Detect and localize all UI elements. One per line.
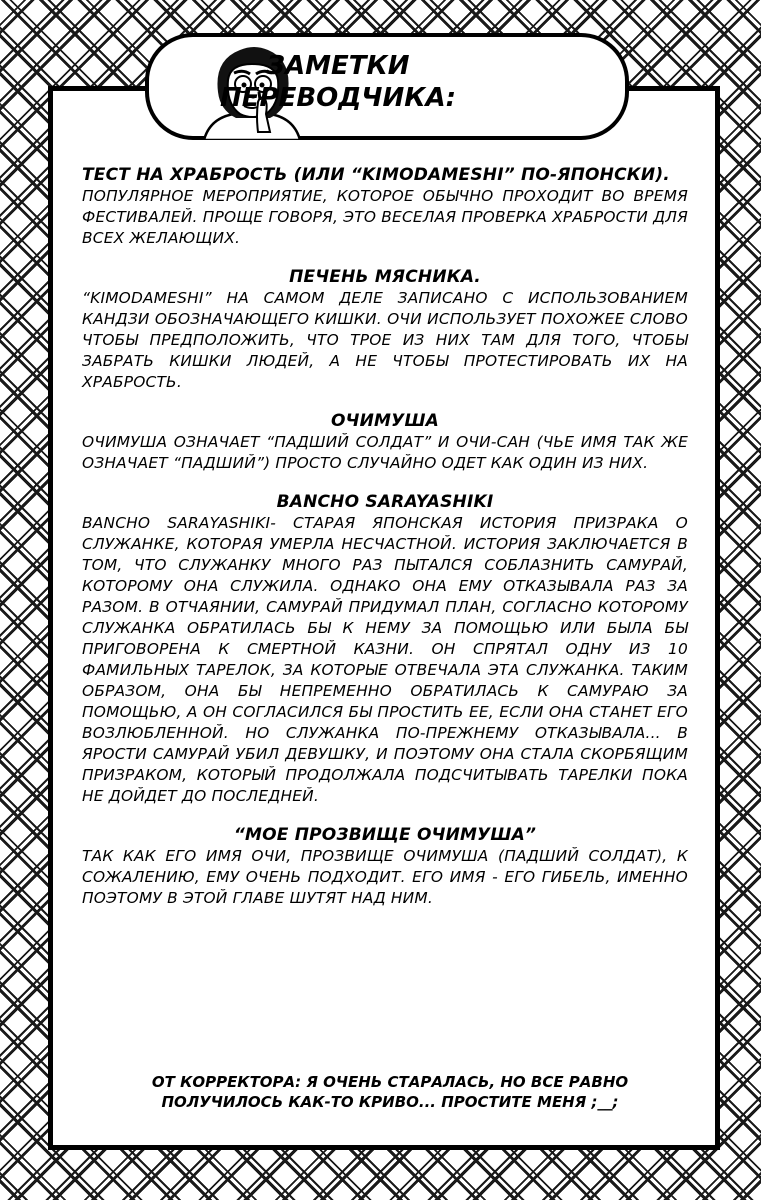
note-heading: ТЕСТ НА ХРАБРОСТЬ (ИЛИ “KIMODAMESHI” ПО-ЯПОНСКИ). (82, 165, 670, 185)
note-body: “KIMODAMESHI” НА САМОМ ДЕЛЕ ЗАПИСАНО С ИСПОЛЬЗОВАНИЕМ КАНДЗИ ОБОЗНАЧАЮЩЕГО КИШКИ. ОЧИ ИСПОЛЬЗУЕТ ПОХОЖЕЕ СЛОВО ЧТОБЫ ПРЕДПОЛОЖИТЬ, ЧТО ТРОЕ ИЗ НИХ ТАМ ДЛЯ ТОГО, ЧТОБЫ ЗАБРАТЬ КИШКИ ЛЮДЕЙ, А НЕ ЧТОБЫ ПРОТЕСТИРОВАТЬ ИХ НА ХРАБРОСТЬ. (82, 289, 688, 391)
note-section (82, 825, 688, 909)
note-heading: ПЕЧЕНЬ МЯСНИКА. (289, 267, 481, 287)
page-title-line1: ЗАМЕТКИ (266, 51, 410, 81)
note-body: BANCHO SARAYASHIKI- СТАРАЯ ЯПОНСКАЯ ИСТОРИЯ ПРИЗРАКА О СЛУЖАНКЕ, КОТОРАЯ УМЕРЛА НЕСЧАСТНОЙ. ИСТОРИЯ ЗАКЛЮЧАЕТСЯ В ТОМ, ЧТО СЛУЖАНКУ МНОГО РАЗ ПЫТАЛСЯ СОБЛАЗНИТЬ САМУРАЙ, КОТОРОМУ ОНА СЛУЖИЛА. ОДНАКО ОНА ЕМУ ОТКАЗЫВАЛА РАЗ ЗА РАЗОМ. В ОТЧАЯНИИ, САМУРАЙ ПРИДУМАЛ ПЛАН, СОГЛАСНО КОТОРОМУ СЛУЖАНКА ОБРАТИЛАСЬ БЫ К НЕМУ ЗА ПОМОЩЬЮ ИЛИ БЫЛА БЫ ПРИГОВОРЕНА К СМЕРТНОЙ КАЗНИ. ОН СПРЯТАЛ ОДНУ ИЗ 10 ФАМИЛЬНЫХ ТАРЕЛОК, ЗА КОТОРЫЕ ОТВЕЧАЛА ЭТА СЛУЖАНКА. ТАКИМ ОБРАЗОМ, ОНА БЫ НЕПРЕМЕННО ОБРАТИЛАСЬ К САМУРАЮ ЗА ПОМОЩЬЮ, А ОН СОГЛАСИЛСЯ БЫ ПРОСТИТЬ ЕЕ, ЕСЛИ ОНА СТАНЕТ ЕГО ВОЗЛЮБЛЕННОЙ. НО СЛУЖАНКА ПО-ПРЕЖНЕМУ ОТКАЗЫВАЛА... В ЯРОСТИ САМУРАЙ УБИЛ ДЕВУШКУ, И ПОЭТОМУ ОНА СТАЛА СКОРБЯЩИМ ПРИЗРАКОМ, КОТОРЫЙ ПРОДОЛЖАЛА ПОДСЧИТЫВАТЬ ТАРЕЛКИ ПОКА НЕ ДОЙДЕТ ДО ПОСЛЕДНЕЙ. (82, 514, 688, 805)
page-title (218, 50, 458, 114)
notes-content (82, 165, 688, 927)
note-body: ПОПУЛЯРНОЕ МЕРОПРИЯТИЕ, КОТОРОЕ ОБЫЧНО ПРОХОДИТ ВО ВРЕМЯ ФЕСТИВАЛЕЙ. ПРОЩЕ ГОВОРЯ, ЭТО ВЕСЕЛАЯ ПРОВЕРКА ХРАБРОСТИ ДЛЯ ВСЕХ ЖЕЛАЮЩИХ. (82, 187, 688, 247)
note-section (82, 267, 688, 393)
note-heading: ОЧИМУША (331, 411, 439, 431)
note-section (82, 165, 688, 249)
page-title-line2: ПЕРЕВОДЧИКА: (220, 83, 456, 113)
note-heading: “МОЕ ПРОЗВИЩЕ ОЧИМУША” (233, 825, 537, 845)
proofreader-note (120, 1072, 660, 1112)
note-body: ОЧИМУША ОЗНАЧАЕТ “ПАДШИЙ СОЛДАТ” И ОЧИ-САН (ЧЬЕ ИМЯ ТАК ЖЕ ОЗНАЧАЕТ “ПАДШИЙ”) ПРОСТО СЛУЧАЙНО ОДЕТ КАК ОДИН ИЗ НИХ. (82, 433, 688, 472)
note-section (82, 411, 688, 474)
proofreader-note-line2: ПОЛУЧИЛОСЬ КАК-ТО КРИВО... ПРОСТИТЕ МЕНЯ ;__; (161, 1093, 619, 1111)
proofreader-note-line1: ОТ КОРРЕКТОРА: Я ОЧЕНЬ СТАРАЛАСЬ, НО ВСЕ РАВНО (151, 1073, 629, 1091)
note-section (82, 492, 688, 807)
note-body: ТАК КАК ЕГО ИМЯ ОЧИ, ПРОЗВИЩЕ ОЧИМУША (ПАДШИЙ СОЛДАТ), К СОЖАЛЕНИЮ, ЕМУ ОЧЕНЬ ПОДХОДИТ. ЕГО ИМЯ - ЕГО ГИБЕЛЬ, ИМЕННО ПОЭТОМУ В ЭТОЙ ГЛАВЕ ШУТЯТ НАД НИМ. (82, 847, 688, 907)
note-heading: BANCHO SARAYASHIKI (276, 492, 494, 512)
